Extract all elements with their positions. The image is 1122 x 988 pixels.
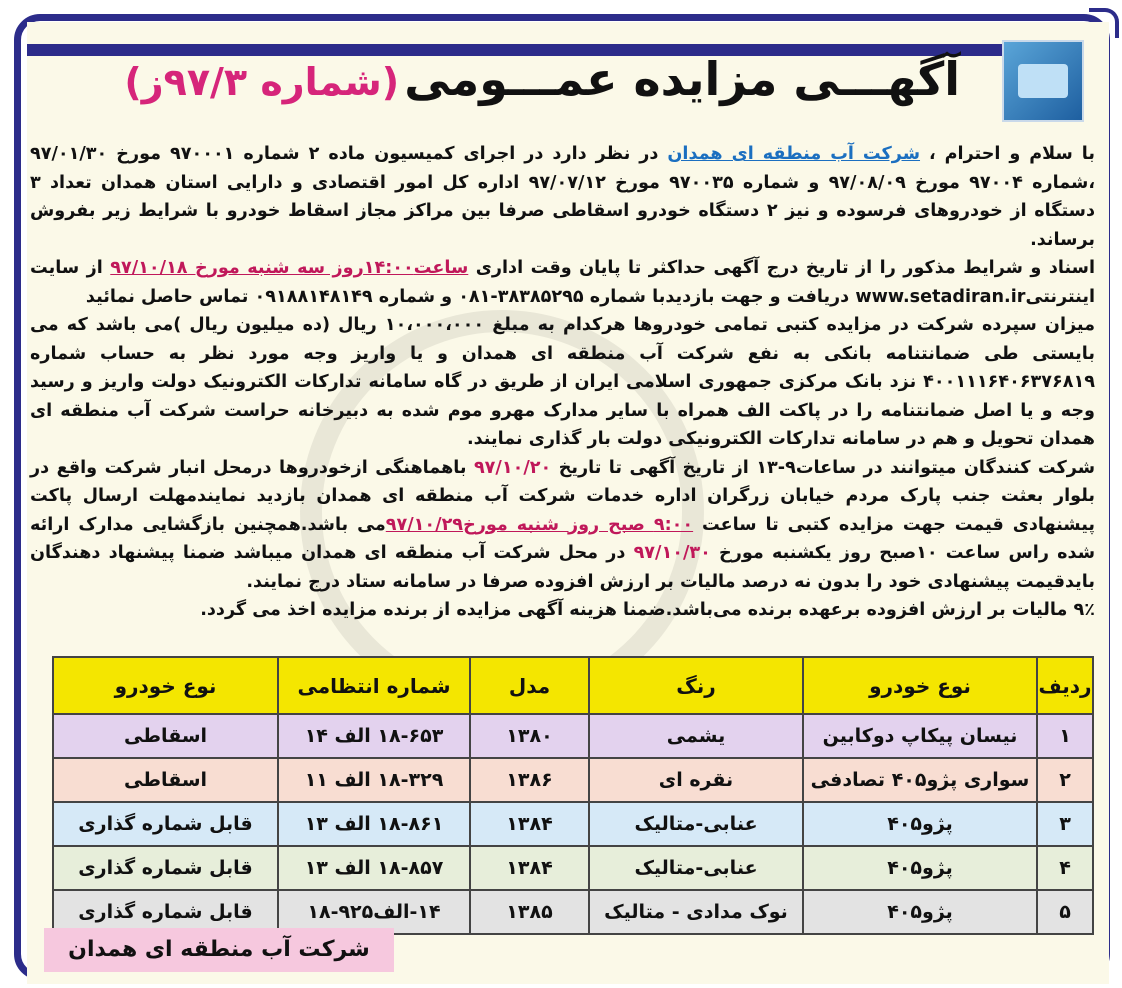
header-vehicle-status: نوع خودرو <box>53 657 278 714</box>
vehicles-table <box>52 656 1094 935</box>
cell-vehicle-status: قابل شماره گذاری <box>53 802 278 846</box>
cell-vehicle-type: نیسان پیکاپ دوکابین <box>803 714 1037 758</box>
paragraph-deposit: میزان سپرده شرکت در مزایده کتبی تمامی خودروها هرکدام به مبلغ ۱۰،۰۰۰،۰۰۰ ریال (ده میلیون ریال )می باشد که می بایستی طی ضمانتنامه بانکی به نفع شرکت آب منطقه ای همدان و یا واریز وجه مورد نظر به حساب شماره ۴۰۰۱۱۱۶۴۰۶۳۷۶۸۱۹ نزد بانک مرکزی جمهوری اسلامی ایران از طریق در گاه سامانه تدارکات الکترونیک دولت واریز و رسید وجه و یا اصل ضمانتنامه را در پاکت الف همراه با سایر مدارک مهرو موم شده به دبیرخانه حراست شرکت آب منطقه ای همدان تحویل و هم در سامانه تدارکات الکترونیکی دولت بار گذاری نمایند. <box>30 315 1095 449</box>
cell-vehicle-status: اسقاطی <box>53 758 278 802</box>
header-vehicle-type: نوع خودرو <box>803 657 1037 714</box>
cell-color: عنابی-متالیک <box>589 846 803 890</box>
cell-color: عنابی-متالیک <box>589 802 803 846</box>
paragraph-intro: با سلام و احترام ، شرکت آب منطقه ای همدان در نظر دارد در اجرای کمیسیون ماده ۲ شماره ۹۷۰۰۰۱ مورخ ۹۷/۰۱/۳۰ ،شماره ۹۷۰۰۴ مورخ ۹۷/۰۸/۰۹ و شماره ۹۷۰۰۳۵ مورخ ۹۷/۰۷/۱۲ اداره کل امور اقتصادی و دارایی استان همدان تعداد ۳ دستگاه از خودروهای فرسوده و نیز ۲ دستگاه خودرو اسقاطی صرفا بین مراکز مجاز اسقاط خودرو با شرایط زیر بفروش برساند. <box>30 144 1096 250</box>
header-model: مدل <box>470 657 589 714</box>
visit-date: ۹۷/۱۰/۲۰ <box>473 457 552 478</box>
header-row-number: ردیف <box>1037 657 1093 714</box>
cell-color: نقره ای <box>589 758 803 802</box>
cell-model: ۱۳۸۰ <box>470 714 589 758</box>
cell-plate: ۱۸-۸۶۱ الف ۱۳ <box>278 802 470 846</box>
opening-date: ۹۷/۱۰/۳۰ <box>633 543 711 563</box>
cell-row-number: ۴ <box>1037 846 1093 890</box>
cell-plate: ۱۸-۳۲۹ الف ۱۱ <box>278 758 470 802</box>
cell-model: ۱۳۸۴ <box>470 802 589 846</box>
cell-vehicle-status: قابل شماره گذاری <box>53 890 278 934</box>
title-text: آگهـــی مزایده عمـــومی <box>404 52 960 106</box>
deadline-text: ساعت۱۴:۰۰روز سه شنبه مورخ ۹۷/۱۰/۱۸ <box>110 258 469 278</box>
vehicles-table-wrap <box>52 656 1094 935</box>
ad-body <box>30 140 1095 625</box>
cell-row-number: ۲ <box>1037 758 1093 802</box>
cell-row-number: ۳ <box>1037 802 1093 846</box>
header-plate: شماره انتظامی <box>278 657 470 714</box>
cell-model: ۱۳۸۴ <box>470 846 589 890</box>
frame-corner <box>1089 8 1119 38</box>
cell-model: ۱۳۸۵ <box>470 890 589 934</box>
header-color: رنگ <box>589 657 803 714</box>
cell-vehicle-type: پژو۴۰۵ <box>803 890 1037 934</box>
cell-vehicle-status: اسقاطی <box>53 714 278 758</box>
cell-plate: ۱۸-۶۵۳ الف ۱۴ <box>278 714 470 758</box>
submit-deadline: ۹:۰۰ صبح روز شنبه مورخ۹۷/۱۰/۲۹ <box>385 514 694 535</box>
page-title <box>124 52 960 122</box>
website-link[interactable]: www.setadiran.ir <box>855 286 1026 307</box>
footer-company: شرکت آب منطقه ای همدان <box>44 928 394 972</box>
table-header-row <box>53 657 1093 714</box>
cell-color: یشمی <box>589 714 803 758</box>
cell-vehicle-type: پژو۴۰۵ <box>803 802 1037 846</box>
table-row <box>53 758 1093 802</box>
paragraph-documents: اسناد و شرایط مذکور را از تاریخ درج آگهی حداکثر تا پایان وقت اداری ساعت۱۴:۰۰روز سه شنبه مورخ ۹۷/۱۰/۱۸ از سایت اینترنتیwww.setadiran.ir دریافت و جهت بازدیدبا شماره ۳۸۳۸۵۲۹۵-۰۸۱ و شماره ۰۹۱۸۸۱۴۸۱۴۹ تماس حاصل نمائید <box>30 258 1095 307</box>
table-row <box>53 714 1093 758</box>
company-logo-icon <box>1002 40 1084 122</box>
cell-plate: ۱۴-الف۹۲۵-۱۸ <box>278 890 470 934</box>
paragraph-visit: شرکت کنندگان میتوانند در ساعات۹-۱۳ از تاریخ آگهی تا تاریخ ۹۷/۱۰/۲۰ باهماهنگی ازخودروها درمحل انبار شرکت واقع در بلوار بعثت جنب پارک مردم خیابان زرگران اداره خدمات شرکت آب منطقه ای همدان بازدید نمایندمهلت ارسال پاکت پیشنهادی قیمت جهت مزایده کتبی تا ساعت ۹:۰۰ صبح روز شنبه مورخ۹۷/۱۰/۲۹می باشد.همچنین بازگشایی مدارک ارائه شده راس ساعت ۱۰صبح روز یکشنبه مورخ ۹۷/۱۰/۳۰ در محل شرکت آب منطقه ای همدان میباشد ضمنا پیشنهاد دهندگان بایدقیمت پیشنهادی خود را بدون نه درصد مالیات بر ارزش افزوده صرفا در سامانه ستاد درج نمایند. <box>30 457 1096 592</box>
cell-vehicle-status: قابل شماره گذاری <box>53 846 278 890</box>
cell-row-number: ۱ <box>1037 714 1093 758</box>
table-row <box>53 846 1093 890</box>
cell-vehicle-type: سواری پژو۴۰۵ تصادفی <box>803 758 1037 802</box>
cell-color: نوک مدادی - متالیک <box>589 890 803 934</box>
cell-plate: ۱۸-۸۵۷ الف ۱۳ <box>278 846 470 890</box>
cell-vehicle-type: پژو۴۰۵ <box>803 846 1037 890</box>
title-number: (شماره ۹۷/۳ز) <box>124 60 400 104</box>
cell-row-number: ۵ <box>1037 890 1093 934</box>
company-link: شرکت آب منطقه ای همدان <box>667 144 921 164</box>
table-row <box>53 802 1093 846</box>
cell-model: ۱۳۸۶ <box>470 758 589 802</box>
paragraph-tax: ۹٪ مالیات بر ارزش افزوده برعهده برنده می‌باشد.ضمنا هزینه آگهی مزایده از برنده مزایده اخذ می گردد. <box>200 600 1095 620</box>
